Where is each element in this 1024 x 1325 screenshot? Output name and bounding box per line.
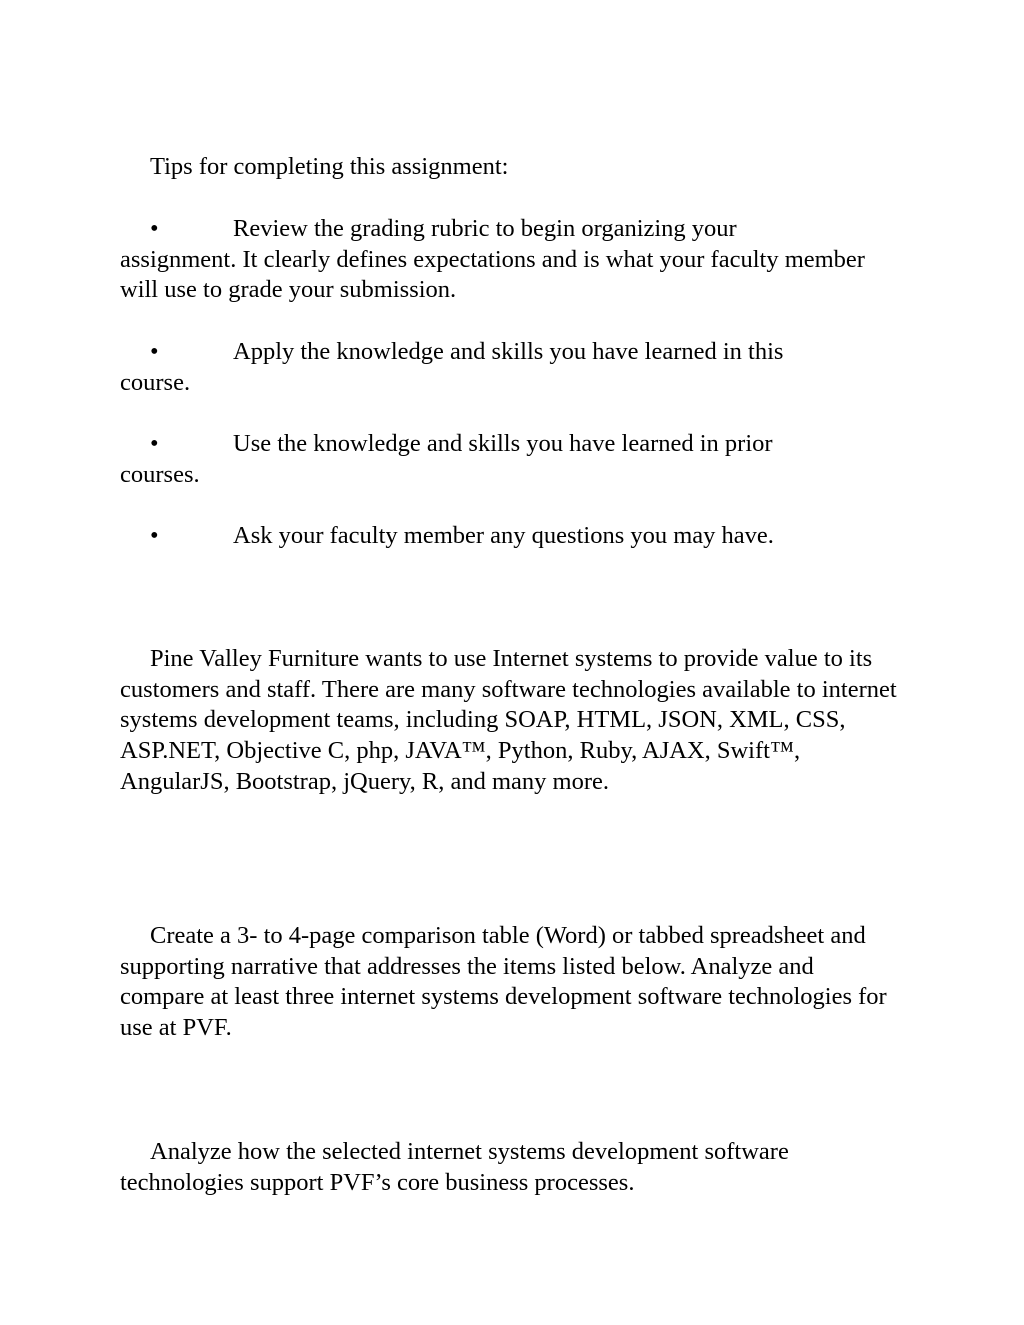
tip-bullet-item <box>120 429 900 490</box>
body-paragraph: Create a 3- to 4-page comparison table (Word) or tabbed spreadsheet and supporting narrative that addresses the items listed below. Analyze and compare at least three internet systems development software technologies for use at PVF. <box>120 922 887 1042</box>
tip-bullet-first-line <box>120 429 900 460</box>
tip-bullet-text: Ask your faculty member any questions you may have. <box>233 522 774 549</box>
body-paragraph: Pine Valley Furniture wants to use Internet systems to provide value to its customers and staff. There are many software technologies available to internet systems development teams, including SOAP, HTML, JSON, XML, CSS, ASP.NET, Objective C, php, JAVA™, Python, Ruby, AJAX, Swift™, AngularJS, Bootstrap, jQuery, R, and many more. <box>120 645 897 795</box>
tip-bullet-item <box>120 214 900 306</box>
tip-bullet-text: Review the grading rubric to begin organizing your <box>233 215 737 242</box>
bullet-icon: • <box>150 430 159 457</box>
tip-bullet-text: Apply the knowledge and skills you have learned in this <box>233 338 784 365</box>
tip-bullet-continuation: courses. <box>120 460 200 488</box>
tip-bullet-first-line <box>120 337 900 368</box>
tip-bullet-first-line <box>120 214 900 245</box>
tips-heading: Tips for completing this assignment: <box>150 153 509 180</box>
tip-bullet-item <box>120 521 900 552</box>
bullet-icon: • <box>150 215 159 242</box>
tip-bullet-first-line <box>120 521 900 552</box>
tip-bullet-item <box>120 337 900 398</box>
tip-bullet-continuation: course. <box>120 368 191 396</box>
bullet-icon: • <box>150 522 159 549</box>
tip-bullet-continuation: assignment. It clearly defines expectations and is what your faculty member will use to grade your submission. <box>120 245 865 304</box>
tip-bullet-text: Use the knowledge and skills you have learned in prior <box>233 430 773 457</box>
bullet-icon: • <box>150 338 159 365</box>
body-paragraph: Analyze how the selected internet systems development software technologies support PVF’s core business processes. <box>120 1138 789 1196</box>
